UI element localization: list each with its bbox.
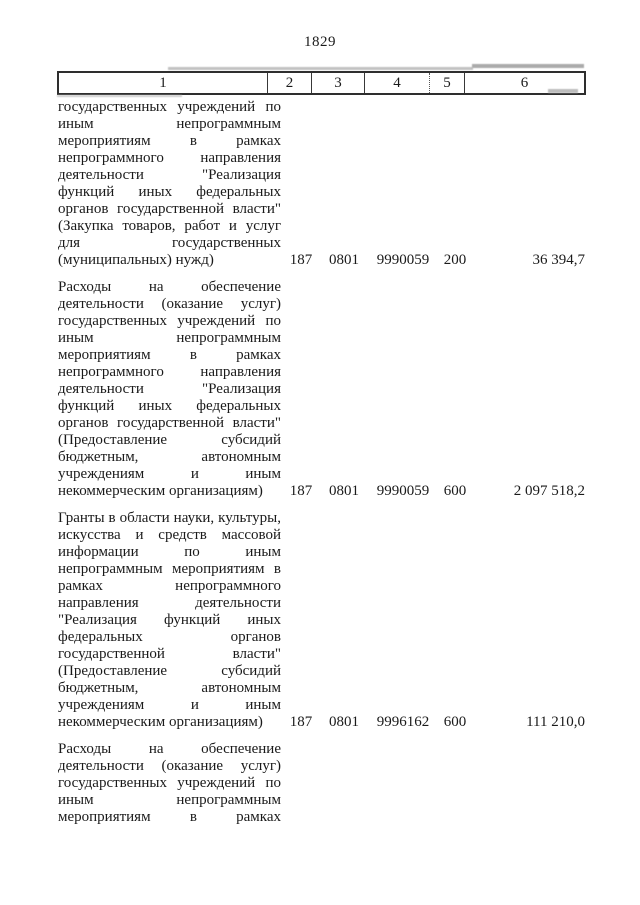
cell-section-code: 0801 (329, 483, 359, 499)
column-header-chief-code: 2 (268, 73, 312, 93)
scan-artifact (472, 64, 584, 68)
page-number: 1829 (304, 34, 336, 50)
cell-amount: 36 394,7 (532, 252, 585, 268)
table-row (57, 279, 586, 500)
cell-amount: 2 097 518,2 (513, 483, 585, 499)
cell-target-article: 9990059 (376, 252, 430, 268)
cell-section-code: 0801 (329, 714, 359, 730)
column-header-expense-type: 5 (430, 73, 465, 93)
cell-target-article: 9996162 (376, 714, 430, 730)
cell-expense-name: Расходы на обеспечение деятельности (оказание услуг) государственных учреждений по иным непрограммным мероприятиям в рамках непрограммного направления деятельности "Реализация функций иных федеральных органов государственной власти" (Предоставление субсидий бюджетным, автономным учреждениям и иным некоммерческим организациям) (58, 279, 281, 499)
cell-amount: 111 210,0 (526, 714, 585, 730)
column-header-amount: 6 (520, 74, 529, 91)
table-row (57, 510, 586, 731)
scan-artifact (168, 67, 473, 70)
cell-expense-name: государственных учреждений по иным непрограммным мероприятиям в рамках непрограммного направления деятельности "Реализация функций иных федеральных органов государственной власти" (Закупка товаров, работ и услуг для государственных (муниципальных) нужд) (58, 99, 281, 268)
column-header-target-article: 4 (365, 73, 430, 93)
budget-table (57, 71, 586, 836)
table-header-row (57, 71, 586, 95)
cell-expense-name: Расходы на обеспечение деятельности (оказание услуг) государственных учреждений по иным непрограммным мероприятиям в рамках (58, 741, 281, 825)
cell-section-code: 0801 (329, 252, 359, 268)
column-header-name: 1 (59, 73, 268, 93)
table-row (57, 99, 586, 269)
cell-expense-name: Гранты в области науки, культуры, искусства и средств массовой информации по иным непрограммным мероприятиям в рамках непрограммного направления деятельности "Реализация функций иных федеральных органов государственной власти" (Предоставление субсидий бюджетным, автономным учреждениям и иным некоммерческим организациям) (58, 510, 281, 730)
table-body (57, 95, 586, 826)
cell-expense-type: 600 (443, 483, 467, 499)
cell-chief-code: 187 (289, 252, 313, 268)
table-row (57, 741, 586, 826)
cell-expense-type: 200 (443, 252, 467, 268)
cell-expense-type: 600 (443, 714, 467, 730)
cell-target-article: 9990059 (376, 483, 430, 499)
cell-chief-code: 187 (289, 714, 313, 730)
column-header-section-code: 3 (312, 73, 365, 93)
cell-chief-code: 187 (289, 483, 313, 499)
